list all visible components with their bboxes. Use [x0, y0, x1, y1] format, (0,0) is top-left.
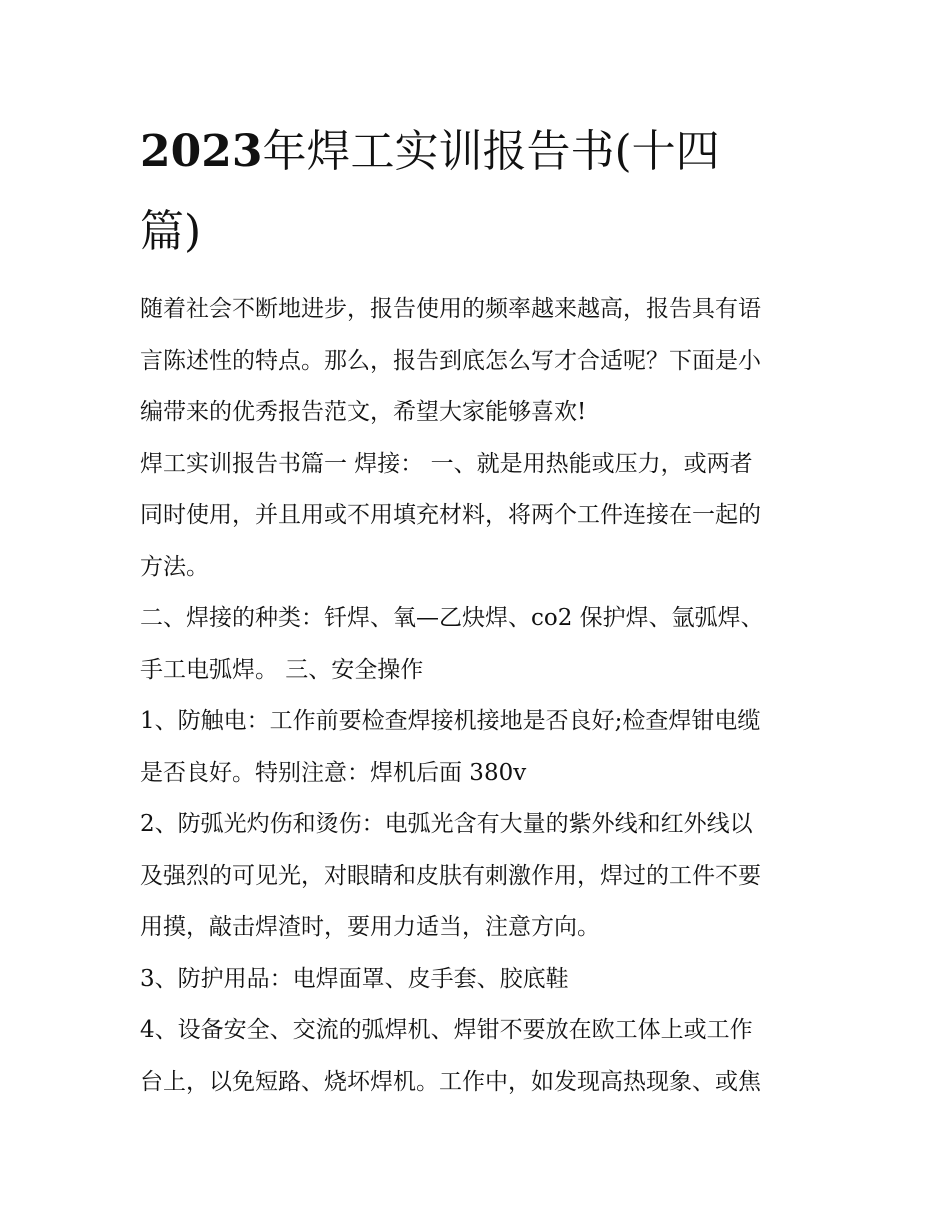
- title-text-1: 年焊工实训报告书(十四: [262, 126, 720, 177]
- document-title: [140, 112, 820, 272]
- document-body: [140, 284, 820, 1108]
- title-year: 2023: [140, 126, 263, 177]
- body-line: 手工电弧焊。 三、安全操作: [140, 656, 424, 683]
- body-line: 言陈述性的特点。那么，报告到底怎么写才合适呢？下面是小: [140, 347, 761, 374]
- body-line: 3、防护用品：电焊面罩、皮手套、胶底鞋: [140, 965, 569, 992]
- body-line: 是否良好。特别注意：焊机后面 380v: [140, 759, 527, 786]
- body-line: 同时使用，并且用或不用填充材料，将两个工件连接在一起的: [140, 502, 761, 528]
- body-line: 二、焊接的种类：钎焊、氧—乙炔焊、co2 保护焊、氩弧焊、: [140, 605, 764, 631]
- title-line-1: [140, 112, 820, 192]
- title-line-2: 篇): [140, 206, 202, 257]
- body-line: 焊工实训报告书篇一 焊接： 一、就是用热能或压力，或两者: [140, 450, 753, 477]
- body-line: 2、防弧光灼伤和烫伤：电弧光含有大量的紫外线和红外线以: [140, 811, 753, 837]
- document-page: [140, 112, 820, 1108]
- body-line: 方法。: [140, 553, 209, 580]
- body-line: 编带来的优秀报告范文，希望大家能够喜欢!: [140, 399, 587, 425]
- body-line: 台上，以免短路、烧坏焊机。工作中，如发现高热现象、或焦: [140, 1068, 761, 1095]
- body-line: 4、设备安全、交流的弧焊机、焊钳不要放在欧工体上或工作: [140, 1017, 753, 1043]
- body-line: 随着社会不断地进步，报告使用的频率越来越高，报告具有语: [140, 296, 761, 322]
- body-line: 1、防触电：工作前要检查焊接机接地是否良好;检查焊钳电缆: [140, 708, 761, 734]
- body-line: 用摸，敲击焊渣时，要用力适当，注意方向。: [140, 914, 600, 940]
- body-line: 及强烈的可见光，对眼睛和皮肤有刺激作用，焊过的工件不要: [140, 862, 761, 889]
